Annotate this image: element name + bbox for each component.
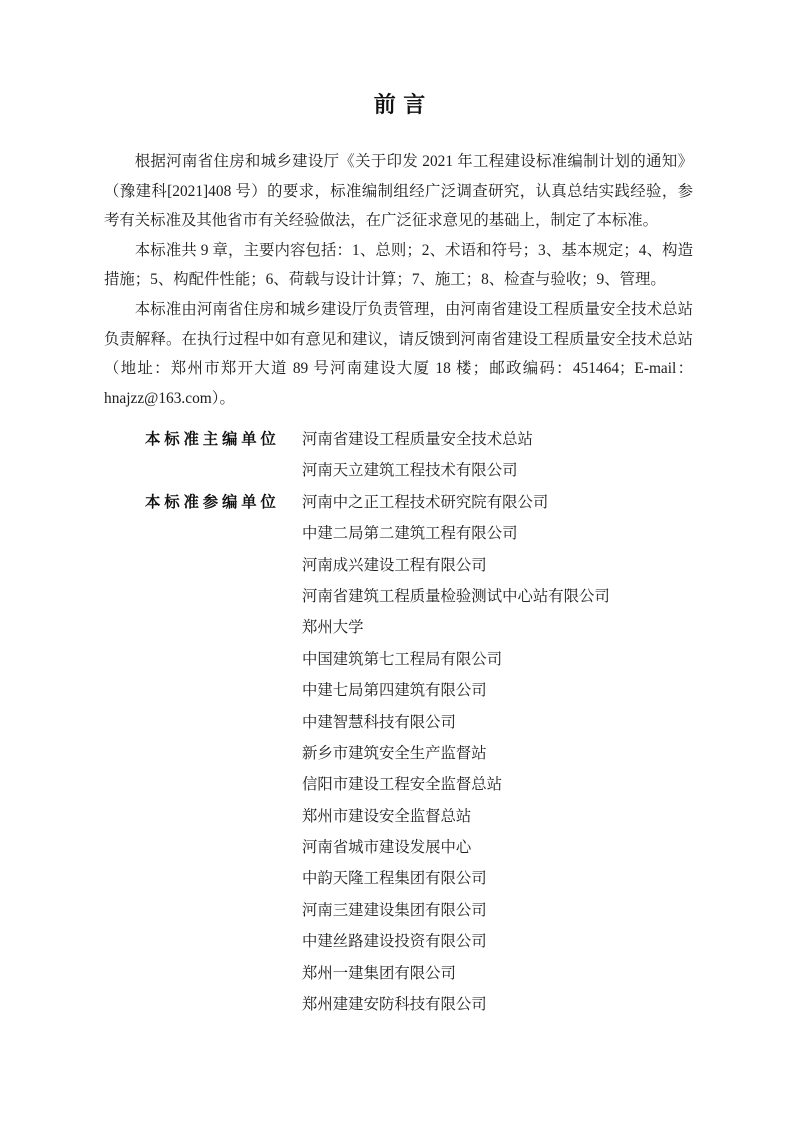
unit-name: 河南省城市建设发展中心 bbox=[302, 839, 472, 857]
unit-name: 中韵天隆工程集团有限公司 bbox=[302, 870, 487, 888]
unit-row bbox=[145, 707, 705, 738]
preface-body bbox=[104, 147, 693, 413]
unit-name: 中建智慧科技有限公司 bbox=[302, 713, 456, 731]
unit-name: 河南中之正工程技术研究院有限公司 bbox=[302, 493, 549, 511]
unit-row bbox=[145, 958, 705, 989]
unit-row bbox=[145, 581, 705, 612]
unit-row bbox=[145, 550, 705, 581]
unit-name: 河南成兴建设工程有限公司 bbox=[302, 556, 487, 574]
unit-name: 河南省建设工程质量安全技术总站 bbox=[302, 431, 533, 448]
unit-row bbox=[145, 769, 705, 800]
unit-name: 郑州市建设安全监督总站 bbox=[302, 807, 472, 825]
unit-name: 中建二局第二建筑工程有限公司 bbox=[302, 525, 518, 543]
unit-row bbox=[145, 455, 705, 486]
unit-row bbox=[145, 863, 705, 894]
unit-row bbox=[145, 518, 705, 549]
unit-role-label: 本 标 准 主 编 单 位 bbox=[145, 431, 276, 448]
unit-rows bbox=[145, 424, 705, 1020]
unit-name: 郑州大学 bbox=[302, 619, 364, 637]
unit-name: 中建七局第四建筑有限公司 bbox=[302, 682, 487, 700]
unit-name: 河南天立建筑工程技术有限公司 bbox=[302, 462, 518, 480]
unit-role-label: 本 标 准 参 编 单 位 bbox=[145, 493, 276, 511]
unit-row bbox=[145, 832, 705, 863]
unit-row bbox=[145, 612, 705, 643]
unit-name: 郑州一建集团有限公司 bbox=[302, 964, 456, 982]
unit-row bbox=[145, 989, 705, 1020]
unit-name: 郑州建建安防科技有限公司 bbox=[302, 996, 487, 1014]
paragraph-basis: 根据河南省住房和城乡建设厅《关于印发 2021 年工程建设标准编制计划的通知》（豫建科[2021]408 号）的要求，标准编制组经广泛调查研究，认真总结实践经验，参考有关标准及其他省市有关经验做法，在广泛征求意见的基础上，制定了本标准。 bbox=[104, 153, 693, 230]
page-title: 前 言 bbox=[373, 92, 427, 117]
unit-name: 河南省建筑工程质量检验测试中心站有限公司 bbox=[302, 587, 610, 605]
paragraph-contents: 本标准共 9 章，主要内容包括：1、总则；2、术语和符号；3、基本规定；4、构造措施；5、构配件性能；6、荷载与设计计算；7、施工；8、检查与验收；9、管理。 bbox=[104, 241, 693, 289]
paragraph-management: 本标准由河南省住房和城乡建设厅负责管理，由河南省建设工程质量安全技术总站负责解释。在执行过程中如有意见和建议，请反馈到河南省建设工程质量安全技术总站（地址：郑州市郑开大道 89 号河南建设大厦 18 楼；邮政编码：451464；E-mail：hnajzz@163.com）。 bbox=[104, 300, 693, 407]
unit-row bbox=[145, 644, 705, 675]
unit-row bbox=[145, 487, 705, 518]
unit-row bbox=[145, 424, 705, 455]
unit-row bbox=[145, 675, 705, 706]
unit-row bbox=[145, 738, 705, 769]
unit-name: 中国建筑第七工程局有限公司 bbox=[302, 650, 503, 668]
unit-name: 河南三建建设集团有限公司 bbox=[302, 901, 487, 919]
editing-units-section bbox=[145, 424, 705, 1020]
unit-row bbox=[145, 895, 705, 926]
unit-name: 中建丝路建设投资有限公司 bbox=[302, 933, 487, 951]
unit-row bbox=[145, 801, 705, 832]
unit-name: 信阳市建设工程安全监督总站 bbox=[302, 776, 503, 794]
unit-row bbox=[145, 926, 705, 957]
unit-name: 新乡市建筑安全生产监督站 bbox=[302, 744, 487, 762]
